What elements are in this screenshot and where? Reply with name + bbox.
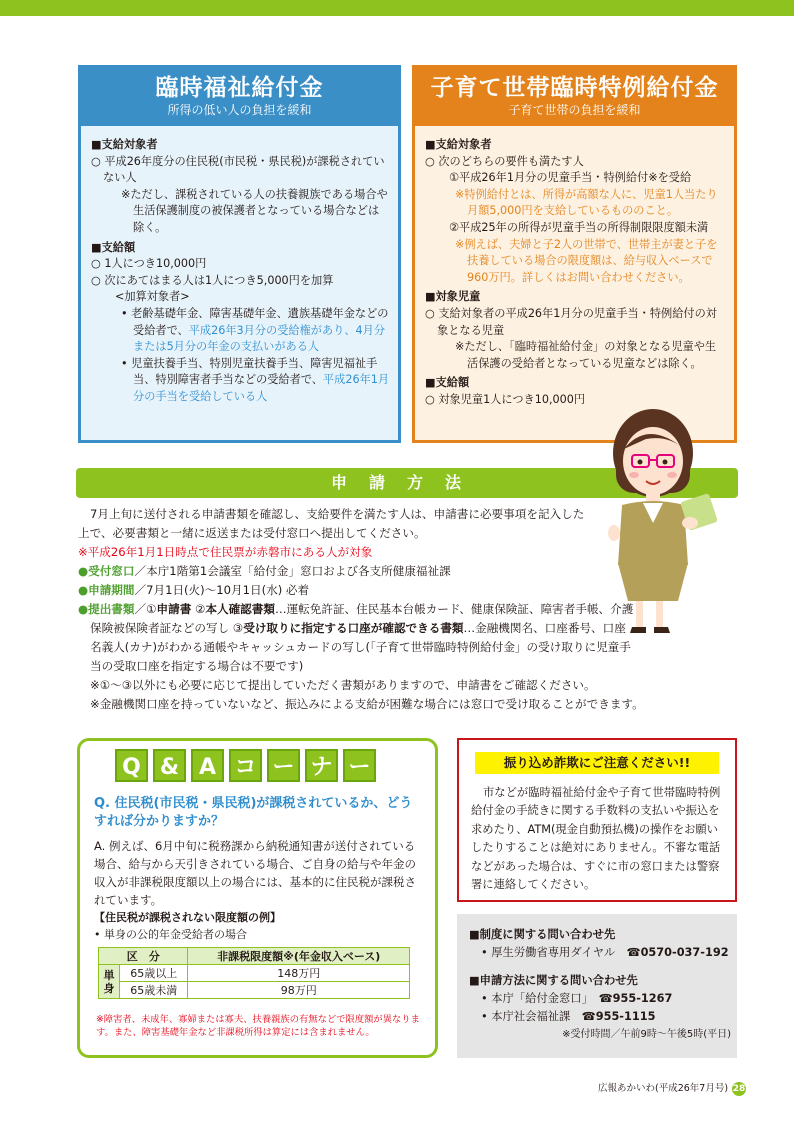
highlight-text: ※例えば、夫婦と子2人の世帯で、世帯主が妻と子を扶養している場合の限度額は、給与収入ベースで960万円。詳しくはお問い合わせください。 <box>455 237 718 284</box>
text-line: ※ただし、課税されている人の扶養親族である場合や生活保護制度の被保護者となっている場合などは除く。 <box>121 187 388 234</box>
warning-text: 市などが臨時福祉給付金や子育て世帯臨時特例給付金の手続きに関する手数料の支払いや振込を求めたり、ATM(現金自動預払機)の操作をお願いしたりすることは絶対にありません。不審な電話などがあった場合は、すぐに市の窓口または警察署に連絡してください。 <box>471 786 721 892</box>
qa-corner <box>77 738 438 1058</box>
text-line: ○ 次にあてはまる人は1人につき5,000円を加算 <box>91 273 334 287</box>
phone-number: ☎0570-037-192 <box>626 946 729 959</box>
text-line: ①平成26年1月分の児童手当・特例給付※を受給 <box>449 171 692 185</box>
contact-row <box>469 990 731 1008</box>
text-line <box>91 356 390 406</box>
text-line: ②平成25年の所得が児童手当の所得制限限度額未満 <box>449 220 709 234</box>
text-line: ○ 対象児童1人につき10,000円 <box>425 392 586 406</box>
table-header: 区 分 <box>99 948 188 965</box>
warning-title: 振り込め詐欺にご注意ください!! <box>475 752 719 774</box>
box-subtitle: 所得の低い人の負担を緩和 <box>167 103 312 117</box>
section-heading: ■支給対象者 <box>425 138 492 151</box>
box-header <box>81 68 398 126</box>
answer-text: A. 例えば、6月中旬に税務課から納税通知書が送付されている場合、給与から天引きされている場合、ご自身の給与や年金の収入が非課税限度額以上の場合には、基本的に住民税が課税されています。 <box>94 839 416 907</box>
info-value: ② <box>191 602 206 616</box>
box-body <box>425 134 726 409</box>
paragraph: 7月上旬に送付される申請書類を確認し、支給要件を満たす人は、申請書に必要事項を記入した上で、必要書類と一緒に返送または受付窓口へ提出してください。 <box>78 507 585 540</box>
section-heading: ■対象児童 <box>425 290 481 304</box>
title-tile: A <box>191 749 224 782</box>
limit-title: 【住民税が課税されない限度額の例】 <box>94 911 281 924</box>
box-title: 子育て世帯臨時特例給付金 <box>430 75 719 101</box>
contact-name: • 厚生労働省専用ダイヤル <box>481 946 616 959</box>
highlight-text: 平成26年3月分の受給権があり、4月分または5月分の年金の支払いがある人 <box>133 323 386 354</box>
text-line <box>91 306 390 356</box>
info-value: ／本庁1階第1会議室「給付金」窓口および各支所健康福祉課 <box>134 564 451 578</box>
info-key: ●申請期間 <box>78 583 135 597</box>
text-line: ○ 1人につき10,000円 <box>91 257 207 271</box>
table-cell: 148万円 <box>188 965 410 982</box>
table-header: 非課税限度額※(年金収入ベース) <box>188 948 410 965</box>
info-value: ／① <box>134 602 157 616</box>
text-span: • 児童扶養手当、特別児童扶養手当、障害児福祉手当、特別障害者手当などの受給者で、 <box>121 356 378 387</box>
title-tile: Q <box>115 749 148 782</box>
box-body <box>91 134 390 406</box>
row-label: 単身 <box>99 965 120 999</box>
contact-name: • 本庁社会福祉課 <box>481 1010 571 1023</box>
contact-section <box>469 926 731 962</box>
highlight-text: ※特例給付とは、所得が高額な人に、児童1人当たり月額5,000円を支給しているもののこと。 <box>455 187 718 218</box>
contact-box <box>457 914 737 1058</box>
title-tile: ー <box>343 749 376 782</box>
box-header <box>415 68 734 126</box>
doc-name: 本人確認書類 <box>205 602 275 616</box>
doc-name: 申請書 <box>156 602 192 616</box>
contact-row <box>469 944 731 962</box>
limit-heading <box>94 909 426 943</box>
fraud-warning-box <box>457 738 737 902</box>
highlight-text: 平成26年1月分の手当を受給している人 <box>133 373 390 403</box>
kosodate-box <box>412 65 737 443</box>
info-value: ／7月1日(火)～10月1日(水) 必着 <box>134 583 310 597</box>
title-tile: ー <box>267 749 300 782</box>
table-cell: 65歳未満 <box>120 982 188 999</box>
note-text: ※金融機関口座を持っていないなど、振込みによる支給が困難な場合には窓口で受け取ることができます。 <box>90 697 644 711</box>
contact-name: • 本庁「給付金窓口」 <box>481 992 588 1005</box>
text-line: ○ 平成26年度分の住民税(市民税・県民税)が課税されていない人 <box>91 154 385 185</box>
hours-text: ※受付時間／午前9時～午後5時(平日) <box>562 1029 731 1040</box>
info-key: ●受付窓口 <box>78 564 135 578</box>
rinji-fukushi-box <box>78 65 401 443</box>
footnote: ※障害者、未成年、寡婦または寡夫、扶養親族の有無などで限度額が異なります。また、障害基礎年金など非課税所得は算定には含まれません。 <box>96 1014 420 1038</box>
top-color-bar <box>0 0 794 16</box>
box-subtitle: 子育て世帯の負担を緩和 <box>508 103 641 117</box>
page-number: 28 <box>732 1084 746 1094</box>
limit-table <box>98 947 410 999</box>
info-key: ●提出書類 <box>78 602 135 616</box>
notice-text: ※平成26年1月1日時点で住民票が赤磐市にある人が対象 <box>78 545 373 559</box>
section-heading: ■支給対象者 <box>91 138 158 151</box>
text-line: ※ただし、「臨時福祉給付金」の対象となる児童や生活保護の受給者となっている児童などは除く。 <box>455 340 717 370</box>
section-heading: ■支給額 <box>425 376 470 390</box>
table-row <box>99 982 410 999</box>
footer-text: 広報あかいわ(平成26年7月号) <box>598 1083 729 1094</box>
info-value: …金融機関名、口座番号、口座名義人(カナ)がわかる通帳やキャッシュカードの写し(「子育て世帯臨時特例給付金」の受け取りに児童手当の受取口座を指定する場合は不要です) <box>90 621 631 673</box>
title-tile: ナ <box>305 749 338 782</box>
woman-illustration <box>588 405 728 637</box>
text-line: <加算対象者> <box>115 290 190 304</box>
question-text: Q. 住民税(市民税・県民税)が課税されているか、どうすれば分かりますか？ <box>94 796 413 829</box>
phone-number: ☎955-1115 <box>581 1010 656 1023</box>
qa-title-tiles <box>115 749 381 782</box>
section-heading: ■支給額 <box>91 240 136 254</box>
doc-name: 受け取りに指定する口座が確認できる書類 <box>243 621 464 635</box>
note-text: ※①～③以外にも必要に応じて提出していただく書類がありますので、申請書をご確認ください。 <box>90 678 596 692</box>
text-span: • 老齢基礎年金、障害基礎年金、遺族基礎年金などの受給者で、 <box>121 306 389 337</box>
limit-subtitle: • 単身の公的年金受給者の場合 <box>94 928 247 941</box>
box-title: 臨時福祉給付金 <box>155 75 324 101</box>
table-cell: 65歳以上 <box>120 965 188 982</box>
title-tile: コ <box>229 749 262 782</box>
text-line: ○ 次のどちらの要件も満たす人 <box>425 154 584 168</box>
contact-section <box>469 972 731 1044</box>
info-row <box>78 600 635 676</box>
table-cell: 98万円 <box>188 982 410 999</box>
table-header-row <box>99 948 410 965</box>
contact-heading: ■申請方法に関する問い合わせ先 <box>469 974 638 987</box>
contact-row <box>469 1008 731 1026</box>
phone-number: ☎955-1267 <box>598 992 673 1005</box>
table-row <box>99 965 410 982</box>
title-tile: & <box>153 749 186 782</box>
page-footer <box>598 1082 746 1096</box>
text-line: ○ 支給対象者の平成26年1月分の児童手当・特例給付の対象となる児童 <box>425 306 717 337</box>
contact-heading: ■制度に関する問い合わせ先 <box>469 928 616 941</box>
section-title: 申請方法 <box>330 473 483 492</box>
info-value: …運転免許証、住民基本台帳カード、健康保険証、障害者手帳、介護保険被保険者証などの写し ③ <box>90 602 634 635</box>
